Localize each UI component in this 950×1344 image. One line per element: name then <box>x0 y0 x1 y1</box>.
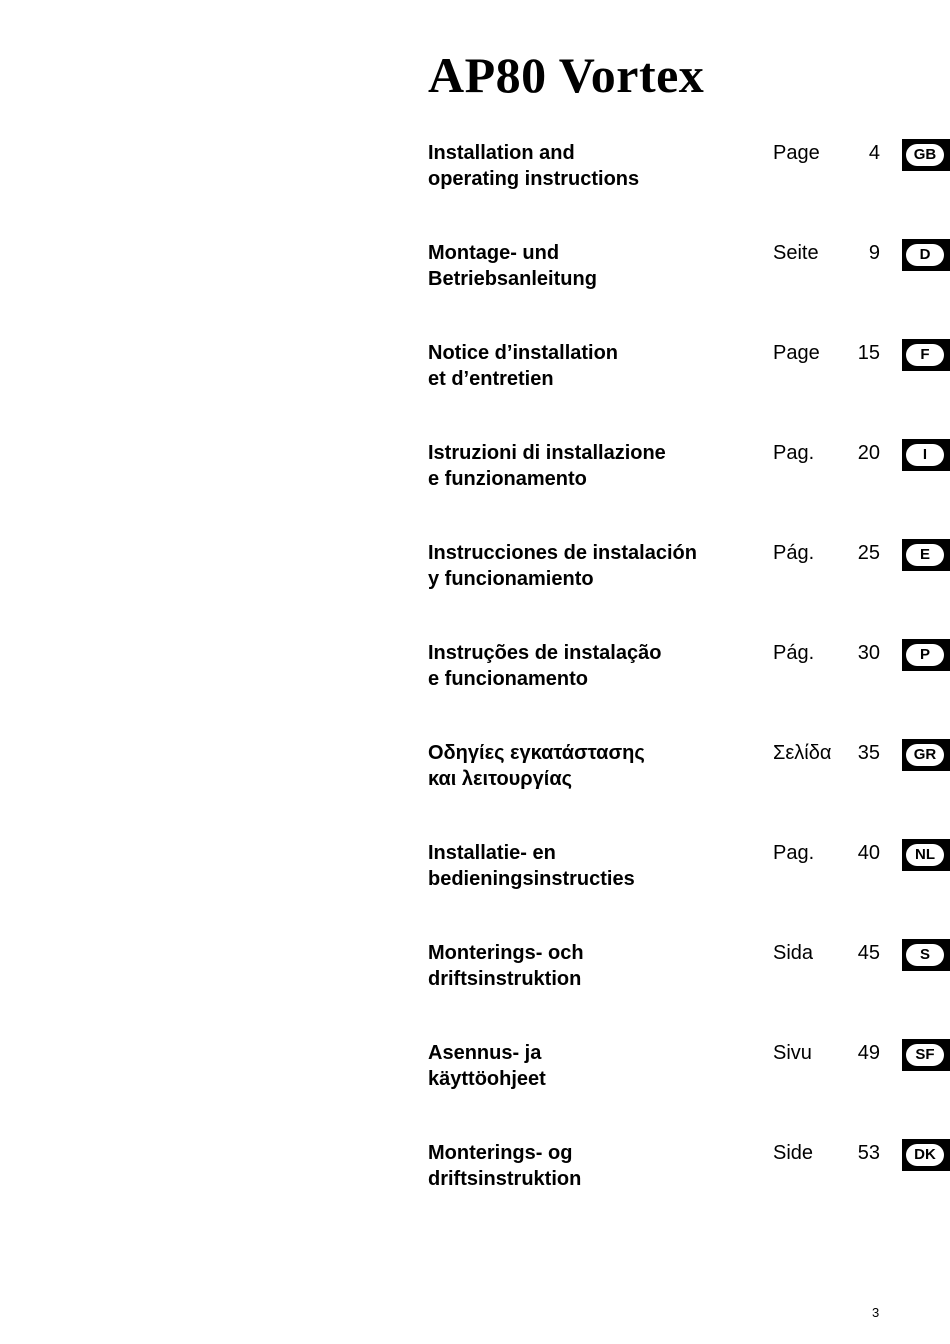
toc-page-word: Sida <box>773 942 814 964</box>
toc-page-word: Seite <box>773 242 819 264</box>
toc-entry-title-line1: Montage- und <box>428 242 560 264</box>
toc-entry-title <box>428 440 768 492</box>
language-tab <box>902 1039 950 1071</box>
toc-page-word: Sivu <box>773 1042 812 1064</box>
toc-entry-title-line1: Instrucciones de instalación <box>428 542 697 564</box>
toc-entry-sf[interactable] <box>428 1040 950 1140</box>
toc-page-word: Page <box>773 142 820 164</box>
toc-entry-title-line2: operating instructions <box>428 168 640 190</box>
language-code-badge: SF <box>906 1044 944 1066</box>
toc-entry-title <box>428 140 768 192</box>
toc-entry-title-line1: Installatie- en <box>428 842 556 864</box>
toc-entry-e[interactable] <box>428 540 950 640</box>
language-code-badge: P <box>906 644 944 666</box>
toc-entry-p[interactable] <box>428 640 950 740</box>
toc-entry-title <box>428 740 768 792</box>
toc-page-number: 15 <box>857 342 880 364</box>
toc-page-word: Σελίδα <box>773 742 832 764</box>
toc-entry-gr[interactable] <box>428 740 950 840</box>
toc-page-number: 45 <box>857 942 880 964</box>
language-tab <box>902 139 950 171</box>
language-tab <box>902 339 950 371</box>
language-code-badge: GR <box>906 744 944 766</box>
language-code-badge: D <box>906 244 944 266</box>
language-code-badge: E <box>906 544 944 566</box>
toc-page-word: Pag. <box>773 842 815 864</box>
toc-page-word: Pág. <box>773 642 815 664</box>
document-title: AP80 Vortex <box>428 47 705 103</box>
toc-entry-s[interactable] <box>428 940 950 1040</box>
toc-entry-title-line2: driftsinstruktion <box>428 968 582 990</box>
language-tab <box>902 939 950 971</box>
toc-entry-dk[interactable] <box>428 1140 950 1240</box>
toc-entry-title <box>428 840 768 892</box>
toc-entry-title <box>428 640 768 692</box>
language-tab <box>902 239 950 271</box>
language-code-badge: GB <box>906 144 944 166</box>
toc-entry-title <box>428 540 768 592</box>
toc-entry-title-line2: y funcionamiento <box>428 568 594 590</box>
toc-page-number: 53 <box>857 1142 880 1164</box>
toc-page-number: 25 <box>857 542 880 564</box>
toc-page-number: 30 <box>857 642 880 664</box>
language-tab <box>902 539 950 571</box>
toc-page-number: 40 <box>857 842 880 864</box>
toc-entry-title <box>428 1040 768 1092</box>
toc-page-number: 4 <box>868 142 880 164</box>
toc-entry-title-line2: käyttöohjeet <box>428 1068 546 1090</box>
toc-entry-title-line1: Installation and <box>428 142 575 164</box>
toc-entry-title-line1: Notice d’installation <box>428 342 619 364</box>
toc-page-number: 20 <box>857 442 880 464</box>
language-tab <box>902 739 950 771</box>
toc-page-word: Pág. <box>773 542 815 564</box>
language-tab <box>902 639 950 671</box>
toc-entry-d[interactable] <box>428 240 950 340</box>
language-tab <box>902 439 950 471</box>
toc-entry-title-line2: bedieningsinstructies <box>428 868 635 890</box>
toc-entry-nl[interactable] <box>428 840 950 940</box>
toc-entry-i[interactable] <box>428 440 950 540</box>
table-of-contents <box>428 140 950 1240</box>
toc-entry-title-line2: e funzionamento <box>428 468 587 490</box>
language-code-badge: S <box>906 944 944 966</box>
toc-entry-title-line1: Monterings- og <box>428 1142 573 1164</box>
language-tab <box>902 839 950 871</box>
page-number: 3 <box>872 1305 880 1320</box>
toc-entry-title-line2: driftsinstruktion <box>428 1168 582 1190</box>
toc-entry-title <box>428 1140 768 1192</box>
toc-entry-title-line1: Istruzioni di installazione <box>428 442 666 464</box>
toc-entry-title-line1: Monterings- och <box>428 942 584 964</box>
toc-page-number: 35 <box>857 742 880 764</box>
language-code-badge: F <box>906 344 944 366</box>
toc-page-word: Page <box>773 342 820 364</box>
toc-entry-title-line1: Οδηγίες εγκατάστασης <box>428 742 645 764</box>
toc-page-number: 49 <box>857 1042 880 1064</box>
toc-entry-gb[interactable] <box>428 140 950 240</box>
toc-entry-title-line2: και λειτουργίας <box>428 768 573 790</box>
language-code-badge: I <box>906 444 944 466</box>
toc-page-number: 9 <box>868 242 880 264</box>
toc-entry-title <box>428 940 768 992</box>
toc-page-word: Side <box>773 1142 814 1164</box>
toc-page-word: Pag. <box>773 442 815 464</box>
language-code-badge: DK <box>906 1144 944 1166</box>
toc-entry-title-line1: Instruções de instalação <box>428 642 662 664</box>
toc-entry-title <box>428 340 768 392</box>
language-tab <box>902 1139 950 1171</box>
toc-entry-f[interactable] <box>428 340 950 440</box>
language-code-badge: NL <box>906 844 944 866</box>
toc-entry-title <box>428 240 768 292</box>
toc-entry-title-line2: e funcionamento <box>428 668 589 690</box>
toc-entry-title-line2: et d’entretien <box>428 368 554 390</box>
toc-entry-title-line1: Asennus- ja <box>428 1042 542 1064</box>
toc-entry-title-line2: Betriebsanleitung <box>428 268 597 290</box>
